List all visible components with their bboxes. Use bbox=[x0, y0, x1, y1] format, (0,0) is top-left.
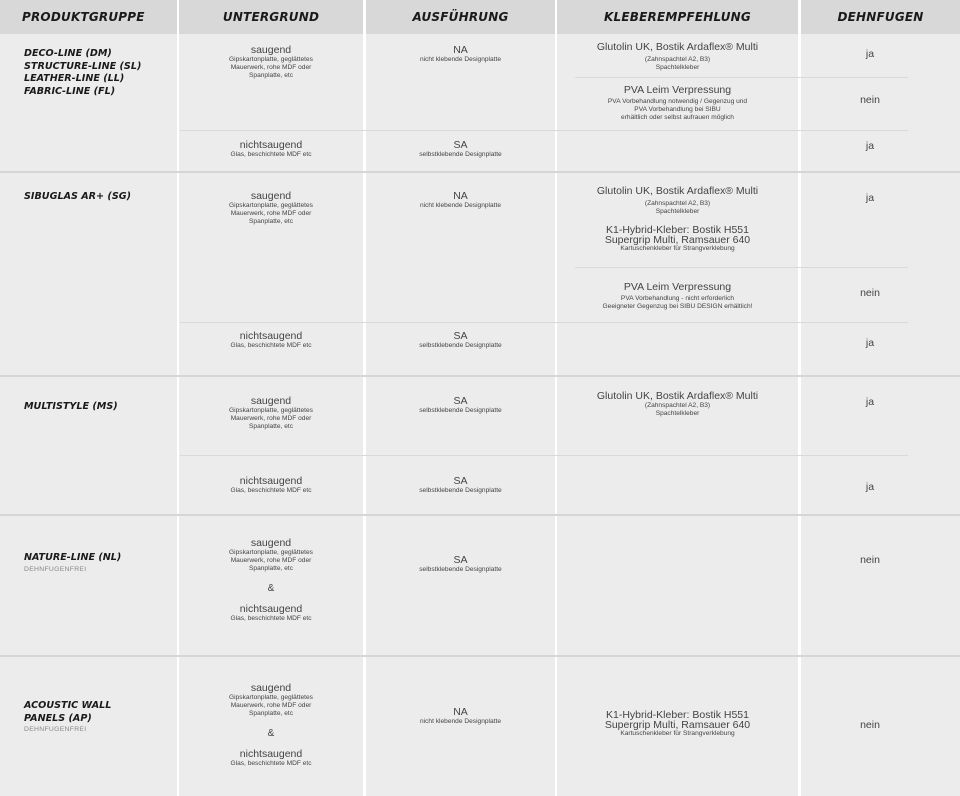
ausfuehrung-sa: SA selbstklebende Designplatte bbox=[419, 554, 502, 573]
group-divider bbox=[0, 514, 960, 516]
group-label-sibuglas: SIBUGLAS AR+ (SG) bbox=[24, 191, 131, 202]
ausfuehrung-na: NA nicht klebende Designplatte bbox=[419, 706, 501, 725]
untergrund-saugend-und-nichtsaugend: saugend Gipskartonplatte, geglättetes Mauerwerk, rohe MDF oder Spanplatte, etc & nichtsaugend Glas, beschichtete MDF etc bbox=[229, 537, 313, 622]
dehnfugen-value: nein bbox=[860, 554, 880, 566]
untergrund-nichtsaugend: nichtsaugend Glas, beschichtete MDF etc bbox=[230, 139, 312, 158]
row-divider bbox=[180, 130, 908, 131]
ausfuehrung-sa: SA selbstklebende Designplatte bbox=[419, 139, 502, 158]
row-divider bbox=[575, 77, 908, 78]
untergrund-nichtsaugend: nichtsaugend Glas, beschichtete MDF etc bbox=[230, 475, 312, 494]
kleber-k1-hybrid: K1-Hybrid-Kleber: Bostik H551 Supergrip Multi, Ramsauer 640 Kartuschenkleber für Strangverklebung bbox=[604, 709, 751, 737]
ausfuehrung-na: NA nicht klebende Designplatte bbox=[419, 44, 501, 63]
group-divider bbox=[0, 171, 960, 173]
header-produktgruppe: PRODUKTGRUPPE bbox=[0, 0, 177, 34]
dehnfugen-value: nein bbox=[860, 287, 880, 299]
kleber-glutolin: Glutolin UK, Bostik Ardaflex® Multi (Zahnspachtel A2, B3) Spachtelkleber bbox=[596, 41, 759, 71]
dehnfugen-value: nein bbox=[860, 94, 880, 106]
kleber-glutolin: Glutolin UK, Bostik Ardaflex® Multi (Zahnspachtel A2, B3) Spachtelkleber bbox=[596, 185, 759, 215]
kleber-pva: PVA Leim Verpressung PVA Vorbehandlung notwendig / Gegenzug und PVA Vorbehandlung bei SIBU erhältlich oder selbst aufrauen möglich bbox=[607, 84, 748, 121]
group-label-acoustic-wall-panels: ACOUSTIC WALL PANELS (AP) DEHNFUGENFREI bbox=[24, 700, 112, 733]
ausfuehrung-sa: SA selbstklebende Designplatte bbox=[419, 395, 502, 414]
row-divider bbox=[180, 455, 908, 456]
row-divider bbox=[180, 322, 908, 323]
row-divider bbox=[575, 267, 908, 268]
kleber-glutolin: Glutolin UK, Bostik Ardaflex® Multi (Zahnspachtel A2, B3) Spachtelkleber bbox=[596, 390, 759, 417]
ausfuehrung-sa: SA selbstklebende Designplatte bbox=[419, 330, 502, 349]
header-dehnfugen: DEHNFUGEN bbox=[801, 0, 960, 34]
ausfuehrung-na: NA nicht klebende Designplatte bbox=[419, 190, 501, 209]
untergrund-saugend-und-nichtsaugend: saugend Gipskartonplatte, geglättetes Mauerwerk, rohe MDF oder Spanplatte, etc & nichtsaugend Glas, beschichtete MDF etc bbox=[229, 682, 313, 767]
group-label-deco-line: DECO-LINE (DM) STRUCTURE-LINE (SL) LEATHER-LINE (LL) FABRIC-LINE (FL) bbox=[24, 48, 142, 97]
header-kleberempfehlung: KLEBEREMPFEHLUNG bbox=[557, 0, 798, 34]
dehnfugen-value: ja bbox=[865, 396, 875, 408]
group-label-multistyle: MULTISTYLE (MS) bbox=[24, 401, 118, 412]
untergrund-saugend: saugend Gipskartonplatte, geglättetes Mauerwerk, rohe MDF oder Spanplatte, etc bbox=[229, 395, 313, 430]
dehnfugen-value: ja bbox=[865, 481, 875, 493]
group-divider bbox=[0, 655, 960, 657]
untergrund-saugend: saugend Gipskartonplatte, geglättetes Mauerwerk, rohe MDF oder Spanplatte, etc bbox=[229, 44, 313, 79]
dehnfugen-value: ja bbox=[865, 140, 875, 152]
header-ausfuehrung: AUSFÜHRUNG bbox=[366, 0, 555, 34]
dehnfugen-value: nein bbox=[860, 719, 880, 731]
untergrund-saugend: saugend Gipskartonplatte, geglättetes Mauerwerk, rohe MDF oder Spanplatte, etc bbox=[229, 190, 313, 225]
ausfuehrung-sa: SA selbstklebende Designplatte bbox=[419, 475, 502, 494]
dehnfugen-value: ja bbox=[865, 337, 875, 349]
kleber-pva: PVA Leim Verpressung PVA Vorbehandlung - nicht erforderlich Geeigneter Gegenzug bei SIBU DESIGN erhältlich! bbox=[602, 281, 753, 310]
group-divider bbox=[0, 375, 960, 377]
group-label-nature-line: NATURE-LINE (NL) DEHNFUGENFREI bbox=[24, 552, 122, 573]
dehnfugen-value: ja bbox=[865, 192, 875, 204]
header-untergrund: UNTERGRUND bbox=[179, 0, 363, 34]
dehnfugen-value: ja bbox=[865, 48, 875, 60]
kleber-k1-hybrid: K1-Hybrid-Kleber: Bostik H551 Supergrip Multi, Ramsauer 640 Kartuschenkleber für Strangverklebung bbox=[604, 224, 751, 252]
untergrund-nichtsaugend: nichtsaugend Glas, beschichtete MDF etc bbox=[230, 330, 312, 349]
column-bg-produktgruppe bbox=[0, 0, 177, 796]
